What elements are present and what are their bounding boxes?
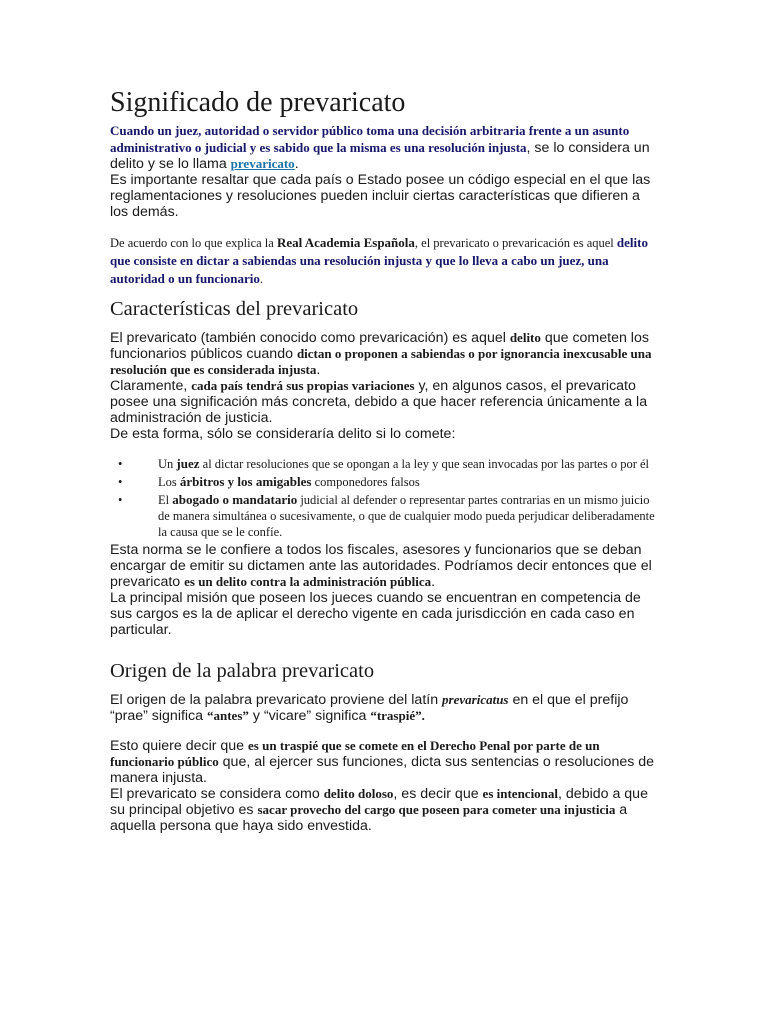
intro-bold-text: Cuando un juez, autoridad o servidor público toma una decisión arbitraria frente a un asunto administrativo o judicial y es sabido que la misma es una resolución injusta xyxy=(110,123,630,155)
paragraph-doloso: El prevaricato se considera como delito doloso, es decir que es intencional, debido a que su principal objetivo es sacar provecho del cargo que poseen para cometer una injusticia a aquella persona que haya sido envestida. xyxy=(110,786,648,834)
paragraph-rae: De acuerdo con lo que explica la Real Academia Española, el prevaricato o prevaricación es aquel delito que consiste en dictar a sabiendas una resolución injusta y que lo lleva a cabo un juez, una autoridad o un funcionario. xyxy=(110,235,648,286)
document-page xyxy=(110,86,660,834)
latin-term: prevaricatus xyxy=(442,692,509,707)
dictan-bold: dictan o proponen a sabiendas o por ignorancia inexcusable una resolución que es considerada injusta xyxy=(110,346,652,377)
heading-origen: Origen de la palabra prevaricato xyxy=(110,660,375,682)
paragraph-codigo: Es importante resaltar que cada país o Estado posee un código especial en el que las reglamentaciones y resoluciones pueden incluir ciertas características que difieren a los demás. xyxy=(110,172,651,220)
paragraph-origen: El origen de la palabra prevaricato proviene del latín prevaricatus en el que el prefijo “prae” significa “antes” y “vicare” significa “traspié”. xyxy=(110,692,629,724)
delito-administracion-bold: es un delito contra la administración pública xyxy=(184,574,432,589)
doloso-bold: delito doloso xyxy=(323,786,394,801)
definition-bold: delito que consiste en dictar a sabiendas una resolución injusta y que lo lleva a cabo un juez, una autoridad o un funcionario xyxy=(110,235,648,286)
provecho-bold: sacar provecho del cargo que poseen para cometer una injusticia xyxy=(257,802,616,817)
list-item: • El abogado o mandatario judicial al defender o representar partes contrarias en un mismo juicio de manera simultánea o sucesivamente, o que de cualquier modo pueda perjudicar deliberadamente la causa que se le confíe. xyxy=(118,492,655,539)
bullet-icon: • xyxy=(118,457,123,471)
paragraph-definicion: El prevaricato (también conocido como prevaricación) es aquel delito que cometen los funcionarios públicos cuando dictan o proponen a sabiendas o por ignorancia inexcusable una resolución que es considerada injusta. xyxy=(110,330,652,378)
bullet-icon: • xyxy=(118,475,123,489)
list-item: • Un juez al dictar resoluciones que se opongan a la ley y que sean invocadas por las partes o por él xyxy=(118,456,650,471)
delito-bold: delito xyxy=(509,330,541,345)
paragraph-claramente: Claramente, cada país tendrá sus propias variaciones y, en algunos casos, el prevaricato posee una significación más concreta, debido a que hacer referencia únicamente a la administración de justicia. xyxy=(110,378,648,426)
intencional-bold: es intencional xyxy=(482,786,559,801)
page-title: Significado de prevaricato xyxy=(110,87,406,118)
heading-caracteristicas: Características del prevaricato xyxy=(110,298,359,320)
bullet-icon: • xyxy=(118,493,123,507)
paragraph-norma: Esta norma se le confiere a todos los fiscales, asesores y funcionarios que se deban encargar de emitir su dictamen ante las autoridades. Podríamos decir entonces que el prevaricato es un delito contra la administración pública. xyxy=(110,542,652,590)
bullet-list xyxy=(110,456,660,540)
paragraph-de-esta-forma: De esta forma, sólo se consideraría delito si lo comete: xyxy=(110,426,456,442)
list-item: • Los árbitros y los amigables componedores falsos xyxy=(118,474,420,489)
paragraph-mision: La principal misión que poseen los jueces cuando se encuentran en competencia de sus cargos es la de aplicar el derecho vigente en cada jurisdicción en cada caso en particular. xyxy=(110,590,641,638)
rae-bold: Real Academia Española xyxy=(276,235,415,250)
intro-paragraph: Cuando un juez, autoridad o servidor público toma una decisión arbitraria frente a un asunto administrativo o judicial y es sabido que la misma es una resolución injusta, se lo considera un delito y se lo llama prevaricato. xyxy=(110,123,650,172)
paragraph-traspie: Esto quiere decir que es un traspié que se comete en el Derecho Penal por parte de un funcionario público que, al ejercer sus funciones, dicta sus sentencias o resoluciones de manera injusta. xyxy=(110,738,655,786)
prevaricato-link[interactable]: prevaricato xyxy=(230,156,295,171)
variaciones-bold: cada país tendrá sus propias variaciones xyxy=(191,378,415,393)
traspie-bold: es un traspié que se comete en el Derecho Penal por parte de un funcionario público xyxy=(110,738,600,769)
